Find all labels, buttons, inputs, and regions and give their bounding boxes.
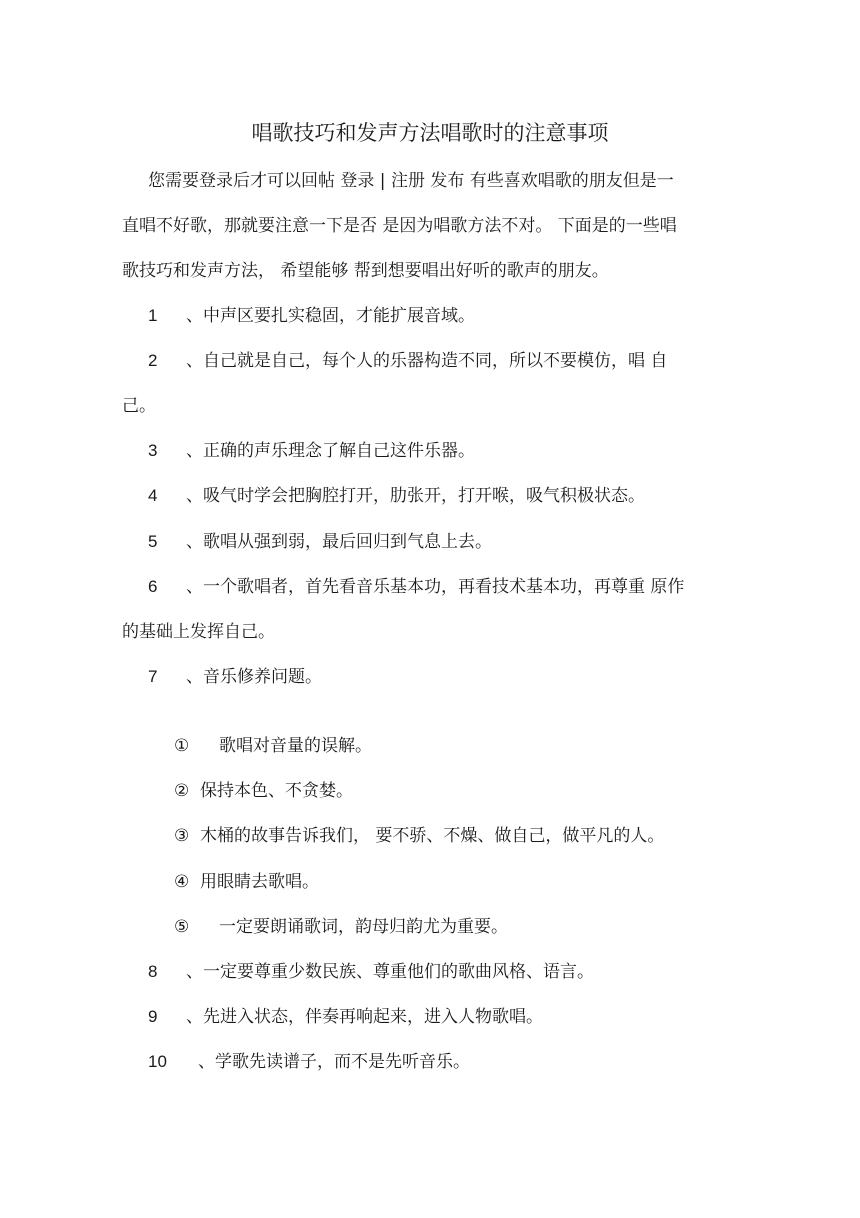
subitem-text: 一定要朗诵歌词，韵母归韵尤为重要。 (219, 917, 508, 937)
page-title: 唱歌技巧和发声方法唱歌时的注意事项 (251, 121, 609, 145)
item-text: 、先进入状态，伴奏再响起来，进入人物歌唱。 (186, 1007, 543, 1027)
subitem-mark: ② (174, 781, 190, 801)
item-number: 4 (148, 486, 158, 505)
item-text-continued: 的基础上发挥自己。 (122, 622, 275, 642)
item-text: 、吸气时学会把胸腔打开，肋张开，打开喉，吸气积极状态。 (186, 486, 645, 506)
item-number: 9 (148, 1007, 158, 1026)
item-text: 、一定要尊重少数民族、尊重他们的歌曲风格、语言。 (186, 962, 594, 982)
item-text: 、一个歌唱者，首先看音乐基本功，再看技术基本功，再尊重 原作 (186, 577, 685, 597)
item-number: 8 (148, 962, 158, 981)
item-text-continued: 己。 (122, 396, 156, 416)
subitem-text: 保持本色、不贪婪。 (200, 781, 353, 801)
intro-line-3: 歌技巧和发声方法， 希望能够 帮到想要唱出好听的歌声的朋友。 (122, 261, 609, 281)
subitem-mark: ⑤ (174, 917, 190, 937)
subitem-text: 歌唱对音量的误解。 (219, 736, 372, 756)
intro-line-2: 直唱不好歌，那就要注意一下是否 是因为唱歌方法不对。 下面是的一些唱 (122, 216, 677, 236)
subitem-mark: ④ (174, 872, 190, 892)
intro-line-1: 您需要登录后才可以回帖 登录 | 注册 发布 有些喜欢唱歌的朋友但是一 (148, 171, 674, 191)
subitem-text: 木桶的故事告诉我们， 要不骄、不燥、做自己，做平凡的人。 (200, 826, 665, 846)
item-number: 2 (148, 351, 158, 370)
item-number: 1 (148, 306, 158, 325)
subitem-mark: ① (174, 736, 190, 756)
item-number: 3 (148, 441, 158, 460)
item-text: 、歌唱从强到弱，最后回归到气息上去。 (186, 532, 492, 552)
item-text: 、中声区要扎实稳固，才能扩展音域。 (186, 306, 475, 326)
item-text: 、正确的声乐理念了解自己这件乐器。 (186, 441, 475, 461)
item-text: 、音乐修养问题。 (186, 667, 322, 687)
subitem-mark: ③ (174, 826, 190, 846)
item-number: 7 (148, 667, 158, 686)
item-text: 、学歌先读谱子，而不是先听音乐。 (198, 1052, 470, 1072)
item-number: 6 (148, 577, 158, 596)
subitem-text: 用眼睛去歌唱。 (200, 872, 319, 892)
item-number: 10 (148, 1052, 167, 1071)
item-number: 5 (148, 532, 158, 551)
item-text: 、自己就是自己，每个人的乐器构造不同，所以不要模仿，唱 自 (186, 351, 668, 371)
